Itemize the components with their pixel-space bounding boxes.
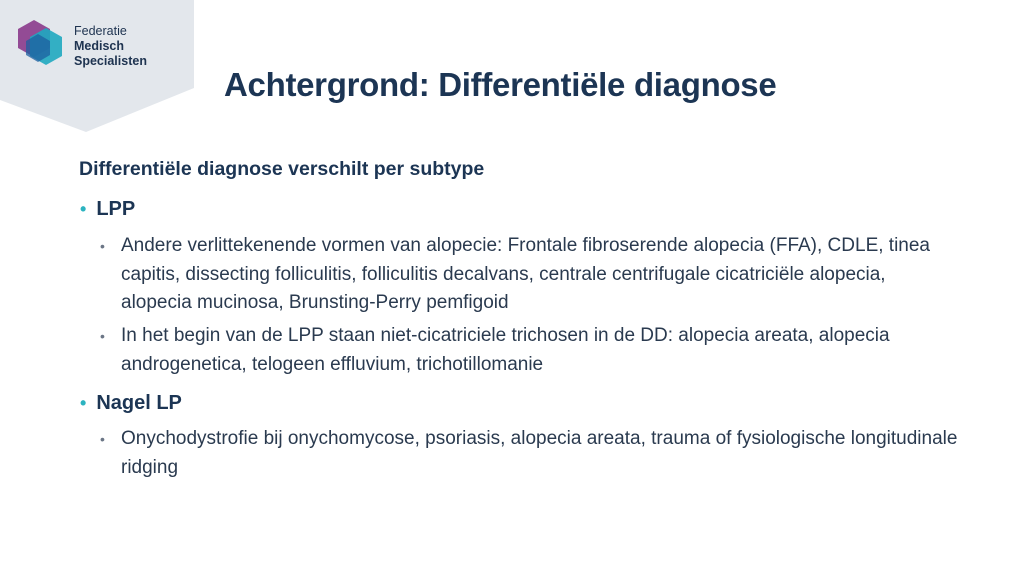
sub-bullet-dot-icon: • bbox=[100, 328, 105, 344]
logo-line-1: Federatie bbox=[74, 24, 127, 38]
sub-bullet-text: Onychodystrofie bij onychomycose, psoriasis, alopecia areata, trauma of fysiologische longitudinale ridging bbox=[121, 428, 958, 478]
sub-bullet-nagel-1 bbox=[100, 425, 960, 482]
bullet-nagel-lp-label: Nagel LP bbox=[96, 392, 182, 414]
logo-line-3: Specialisten bbox=[74, 54, 147, 68]
logo-line-2: Medisch bbox=[74, 39, 125, 53]
sub-bullet-dot-icon: • bbox=[100, 431, 105, 447]
sub-bullet-lpp-2 bbox=[100, 322, 960, 379]
sub-bullet-text: Andere verlittekenende vormen van alopecie: Frontale fibroserende alopecia (FFA), CDLE, tinea capitis, dissecting folliculitis, folliculitis decalvans, centrale centrifugale cicatriciële alopecia, alopecia mucinosa, Brunsting-Perry pemfigoid bbox=[121, 235, 930, 313]
sub-bullet-dot-icon: • bbox=[100, 238, 105, 254]
slide-title: Achtergrond: Differentiële diagnose bbox=[224, 66, 777, 103]
sub-bullet-lpp-1 bbox=[100, 232, 960, 318]
slide-subtitle: Differentiële diagnose verschilt per subtype bbox=[79, 158, 485, 180]
sub-bullet-text: In het begin van de LPP staan niet-cicatriciele trichosen in de DD: alopecia areata, alopecia androgenetica, telogeen effluvium, trichotillomanie bbox=[121, 325, 890, 375]
bullet-dot-icon: • bbox=[80, 393, 87, 413]
bullet-lpp-label: LPP bbox=[96, 198, 136, 220]
logo-icon bbox=[16, 18, 64, 70]
bullet-nagel-lp bbox=[80, 392, 182, 415]
bullet-lpp bbox=[80, 198, 135, 221]
bullet-dot-icon: • bbox=[80, 199, 87, 219]
logo-text bbox=[74, 24, 147, 69]
